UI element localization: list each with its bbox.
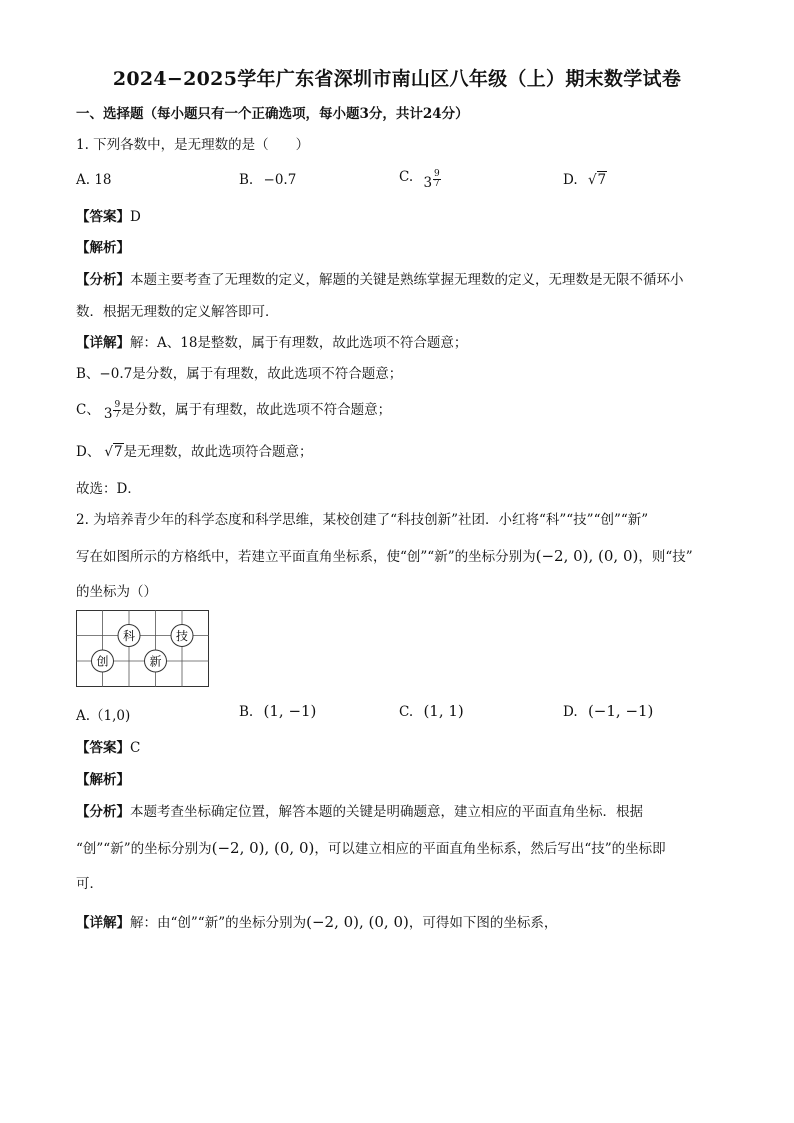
xiangjie-tag: 【详解】 [76,335,130,351]
q1-option-d-label: D. [563,172,578,188]
section-heading: 一、选择题（每小题只有一个正确选项，每小题3分，共计24分） [76,106,469,122]
q1-fenxi-line2: 数．根据无理数的定义解答即可． [76,304,279,320]
char-xin-label: 新 [149,654,162,669]
page-title: 2024−2025学年广东省深圳市南山区八年级（上）期末数学试卷 [112,68,682,90]
q2-option-c-value: (1, 1) [423,702,464,720]
xiangjie-tag: 【详解】 [76,915,130,931]
q2-stem-line3: 的坐标为（） [76,584,157,600]
fenxi-text: 本题主要考查了无理数的定义，解题的关键是熟练掌握无理数的定义，无理数是无限不循环小 [130,272,684,288]
q2-answer [76,738,140,758]
frac-denominator: 7 [434,179,440,189]
frac-numerator: 9 [434,169,440,179]
fenxi-line2-post: ，可以建立相应的平面直角坐标系，然后写出“技”的坐标即 [314,841,666,857]
fenxi-text: 本题考查坐标确定位置，解答本题的关键是明确题意，建立相应的平面直角坐标．根据 [130,804,643,820]
q1-option-b [239,172,296,188]
answer-value: C [130,740,141,756]
line-b-value: −0.7 [99,366,133,382]
q1-conclusion: 故选：D． [76,481,141,497]
q2-xiangjie-line1 [76,912,557,933]
sqrt-radicand: 7 [597,172,607,188]
char-xin [145,650,167,672]
q2-option-d [563,702,653,720]
q2-stem-line2-pre: 写在如图所示的方格纸中，若建立平面直角坐标系，使“创”“新”的坐标分别为 [76,549,536,565]
q2-coords: (−2, 0), (0, 0) [535,547,639,565]
frac-numerator: 9 [114,400,121,410]
q2-stem-line2-post: ，则“技” [638,549,693,565]
q2-option-b [239,702,316,720]
q2-fenxi-line1 [76,802,643,822]
frac-denominator: 7 [114,410,121,420]
xiangjie-text: 解：A、18是整数，属于有理数，故此选项不符合题意； [130,335,468,351]
line-d-text: 是无理数，故此选项符合题意； [123,444,313,460]
xiangjie-pre: 解：由“创”“新”的坐标分别为 [130,915,307,931]
char-ke-label: 科 [122,629,136,643]
char-ji [171,625,193,647]
line-c-fraction [113,401,121,420]
fenxi-tag: 【分析】 [76,272,130,288]
q1-option-c-int: 3 [423,175,433,191]
q2-analysis-tag: 【解析】 [76,772,130,788]
q1-xiangjie-line-c [76,400,391,420]
q1-option-a: A. 18 [76,172,112,188]
q1-option-c [399,168,441,191]
fenxi-tag: 【分析】 [76,804,130,820]
answer-tag: 【答案】 [76,209,130,225]
q1-option-c-fraction [433,170,441,189]
q1-fenxi-line1 [76,270,684,290]
q1-xiangjie-line-b [76,364,402,384]
q2-option-d-value: (−1, −1) [587,702,654,720]
q1-option-b-value: −0.7 [263,172,297,188]
q1-xiangjie-line1 [76,333,467,353]
line-c-text: 是分数，属于有理数，故此选项不符合题意； [121,402,392,418]
q2-option-c [399,702,464,720]
answer-tag: 【答案】 [76,740,130,756]
grid-svg [76,610,209,687]
answer-value: D [130,209,141,225]
char-ke [118,625,140,647]
sqrt-symbol: √7 [104,444,123,460]
q1-option-c-label: C. [399,169,414,185]
char-ji-label: 技 [175,629,189,643]
line-c-int: 3 [103,406,113,422]
q1-analysis-tag: 【解析】 [76,240,130,256]
sqrt-symbol: √7 [587,172,607,188]
q1-answer [76,207,141,227]
q1-stem: 1. 下列各数中，是无理数的是（ ） [76,137,310,153]
xiangjie-post: ，可得如下图的坐标系， [408,915,558,931]
q2-fenxi-line2 [76,838,666,859]
q2-option-c-label: C. [399,704,414,720]
q2-coords: (−2, 0), (0, 0) [306,913,409,931]
grid-border [77,611,209,687]
q2-fenxi-line3: 可． [76,876,103,892]
line-b-text: 是分数，属于有理数，故此选项不符合题意； [132,366,403,382]
sqrt-radicand: 7 [113,444,123,460]
grid-figure [76,610,209,687]
q1-option-b-label: B. [239,172,254,188]
line-c-prefix: C、 [76,402,100,418]
line-d-prefix: D、 [76,444,101,460]
q2-coords: (−2, 0), (0, 0) [211,839,315,857]
q2-option-b-value: (1, −1) [263,702,317,720]
q2-option-a: A.（1,0) [76,708,131,724]
q2-option-d-label: D. [563,704,578,720]
fenxi-line2-pre: “创”“新”的坐标分别为 [76,841,212,857]
q2-option-b-label: B. [239,704,254,720]
char-chuang [92,650,114,672]
q1-option-d [563,172,607,188]
line-b-prefix: B、 [76,366,100,382]
char-chuang-label: 创 [96,654,109,669]
q2-stem-line2 [76,546,693,567]
q1-xiangjie-line-d [76,442,313,462]
q2-stem-line1: 2. 为培养青少年的科学态度和科学思维，某校创建了“科技创新”社团．小红将“科”“技”“创”“新” [76,512,649,528]
